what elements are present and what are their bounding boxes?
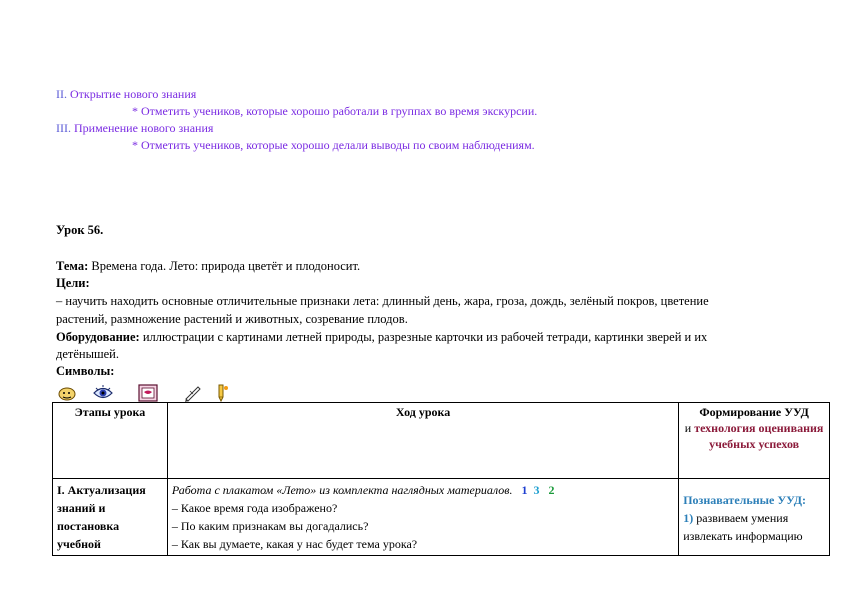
header-technology: технология оценивания учебных успехов: [694, 421, 824, 451]
course-cell: [167, 479, 678, 556]
table-header-row: [53, 403, 830, 479]
pen-icon: [182, 383, 204, 403]
eye-icon: [92, 383, 114, 403]
course-intro-line: [172, 481, 674, 499]
question-line: – Какое время года изображено?: [171, 501, 338, 515]
lesson-table: [52, 402, 830, 556]
symbols-label: Символы:: [56, 364, 115, 378]
lesson-number: Урок 56.: [56, 223, 104, 237]
uud-cell: [679, 479, 830, 556]
equipment: [56, 329, 707, 346]
visual-number-3: 3: [533, 483, 540, 497]
equipment-label: Оборудование:: [56, 330, 140, 344]
header-uud-sub: [683, 420, 825, 452]
question-line: – Как вы думаете, какая у нас будет тема урока?: [171, 537, 418, 551]
question-line: – По каким признакам вы догадались?: [171, 519, 369, 533]
roman-numeral: II.: [56, 87, 67, 101]
uud-number: 1): [683, 511, 694, 525]
header-uud-title: Формирование УУД: [699, 405, 809, 419]
lesson-topic: [56, 258, 360, 275]
header-course: Ход урока: [167, 403, 678, 479]
book-icon: [137, 383, 159, 403]
goals-label: Цели:: [56, 276, 90, 290]
uud-item: [683, 509, 825, 545]
topic-text: Времена года. Лето: природа цветёт и плодоносит.: [88, 259, 361, 273]
course-intro: Работа с плакатом «Лето» из комплекта наглядных материалов.: [171, 483, 513, 497]
uud-title: Познавательные УУД:: [683, 493, 806, 507]
visual-number-2: 2: [548, 483, 555, 497]
stage-cell: I. Актуализация знаний и постановка учебной: [53, 479, 168, 556]
header-stages: Этапы урока: [53, 403, 168, 479]
plan-item-2: [56, 87, 196, 102]
table-row: [53, 479, 830, 556]
plan-item-title: Открытие нового знания: [70, 87, 197, 101]
plan-item-note: * Отметить учеников, которые хорошо делали выводы по своим наблюдениям.: [132, 138, 535, 152]
uud-text: развиваем умения извлекать информацию: [683, 511, 803, 543]
roman-numeral: III.: [56, 121, 71, 135]
header-uud: [679, 403, 830, 479]
equipment-line: детёнышей.: [56, 347, 119, 361]
thinking-icon: [56, 383, 78, 403]
plan-item-note: * Отметить учеников, которые хорошо работали в группах во время экскурсии.: [132, 104, 538, 118]
topic-label: Тема:: [56, 259, 89, 273]
header-and: и: [684, 421, 695, 435]
equipment-text: иллюстрации с картинами летней природы, разрезные карточки из рабочей тетради, картинки зверей и их: [139, 330, 708, 344]
goals-line: – научить находить основные отличительные признаки лета: длинный день, жара, гроза, дождь, зелёный покров, цветение: [56, 294, 709, 308]
goals-line: растений, размножение растений и животных, созревание плодов.: [56, 312, 408, 326]
pencil-icon: [210, 383, 232, 403]
plan-item-3: [56, 121, 213, 136]
visual-number-1: 1: [521, 483, 528, 497]
plan-item-title: Применение нового знания: [74, 121, 214, 135]
